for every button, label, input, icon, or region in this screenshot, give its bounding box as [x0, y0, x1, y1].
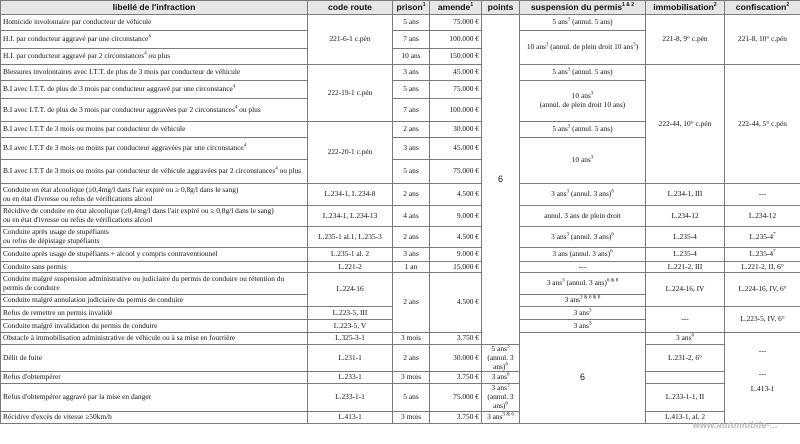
suspension-cell: 10 ans$^3$	[520, 138, 646, 184]
libelle-cell: Homicide involontaire par conducteur de véhicule	[1, 15, 308, 31]
prison-cell: 2 ans	[393, 184, 430, 206]
libelle-cell: Conduite malgré annulation judiciaire du permis de conduire	[1, 295, 308, 307]
prison-cell: 5 ans	[393, 384, 430, 411]
libelle-cell: Blessures involontaires avec I.T.T. de plus de 3 mois par conducteur de véhicule	[1, 65, 308, 81]
table-row	[1, 273, 800, 295]
libelle-cell: Délit de fuite	[1, 345, 308, 372]
suspension-cell: 3 ans$^6$	[646, 333, 725, 345]
header-points: points	[482, 1, 520, 15]
prison-cell: 2 ans	[393, 122, 430, 138]
immobilisation-cell: L.234-1, III	[646, 184, 725, 206]
prison-cell: 5 ans	[393, 15, 430, 31]
confiscation-cell: L.224-16, IV, 6°	[725, 273, 800, 307]
amende-cell: 3.750 €	[430, 333, 482, 345]
prison-cell: 1 an	[393, 262, 430, 273]
header-code-route: code route	[308, 1, 393, 15]
table-row	[1, 384, 800, 411]
table-row	[1, 262, 800, 273]
prison-cell: 2 ans	[393, 273, 430, 333]
code-cell: L.233-1-1	[308, 384, 393, 411]
libelle-cell: Récidive de conduite en état alcoolique (≥0,4mg/l dans l'air expiré ou ≥ 0,8g/l dans le sang) ou en état d'ivresse ou refus de vérifications alcool	[1, 206, 308, 227]
prison-cell: 3 mois	[393, 372, 430, 384]
libelle-cell: B.I avec I.T.T de 3 mois ou moins par conducteur de véhicule	[1, 122, 308, 138]
libelle-cell: B.I avec I.T.T de 3 mois ou moins par conducteur aggravées par une circonstance$^4$	[1, 138, 308, 160]
prison-cell: 3 ans	[393, 248, 430, 262]
immobilisation-cell: L.235-4	[646, 248, 725, 262]
libelle-cell: Récidive d'excès de vitesse ≥50km/h	[1, 411, 308, 423]
table-row	[1, 333, 800, 345]
prison-cell: 3 mois	[393, 333, 430, 345]
amende-cell: 75.000 €	[430, 160, 482, 184]
immobilisation-cell: L.235-4	[646, 227, 725, 248]
confiscation-cell: L.223-5, IV, 6°	[725, 307, 800, 333]
amende-cell: 9.000 €	[430, 248, 482, 262]
libelle-cell: Conduite malgré invalidation du permis de conduire	[1, 320, 308, 333]
prison-cell: 3 ans	[393, 138, 430, 160]
confiscation-cell: L.413-1, al. 2	[646, 411, 725, 423]
amende-cell: 100.000 €	[430, 99, 482, 122]
amende-cell: 75.000 €	[430, 15, 482, 31]
libelle-cell: H.I. par conducteur aggravé par une circonstance$^4$	[1, 31, 308, 49]
amende-cell: 75.000 €	[430, 384, 482, 411]
suspension-cell: 10 ans$^3$ (annul. de plein droit 10 ans)	[520, 81, 646, 122]
confiscation-cell: ---	[725, 184, 800, 206]
suspension-cell: 3 ans$^{3 \& 6 \& 8}$	[520, 295, 646, 307]
confiscation-cell: L.221-2, II, 6°	[725, 262, 800, 273]
confiscation-cell: $L.235-4^7$	[725, 248, 800, 262]
libelle-cell: B.I avec I.T.T de 3 mois ou moins par conducteur de véhicule aggravées par 2 circonstances$^4$ ou plus	[1, 160, 308, 184]
header-prison: prison$^1$	[393, 1, 430, 15]
libelle-cell: Refus de remettre un permis invalidé	[1, 307, 308, 320]
suspension-cell: 5 ans$^3$ (annul. 5 ans)	[520, 65, 646, 81]
suspension-cell: 3 ans$^3$ (annul. 3 ans)$^6$	[520, 184, 646, 206]
code-cell: L.234-1, L.234-8	[308, 184, 393, 206]
libelle-cell: Conduite après usage de stupéfiants + alcool y compris contraventionnel	[1, 248, 308, 262]
amende-cell: 15.000 €	[430, 262, 482, 273]
points-cell: 6	[520, 333, 646, 424]
suspension-cell: 3 ans$^6$	[482, 372, 520, 384]
amende-cell: 9.000 €	[430, 206, 482, 227]
code-cell: L.231-1	[308, 345, 393, 372]
libelle-cell: Obstacle à immobilisation administrative de véhicule ou à sa mise en fourrière	[1, 333, 308, 345]
header-immobilisation: immobilisation$^2$	[646, 1, 725, 15]
prison-cell: 2 ans	[393, 345, 430, 372]
immobilisation-cell: L.221-2, III	[646, 262, 725, 273]
table-row	[1, 65, 800, 81]
amende-cell: 3.750 €	[430, 411, 482, 423]
code-cell: 222-19-1 c.pén	[308, 65, 393, 122]
libelle-cell: Conduite malgré suspension administrative ou judiciaire du permis de conduire ou rétention du permis de conduire	[1, 273, 308, 295]
code-cell: L.221-2	[308, 262, 393, 273]
table-row	[1, 184, 800, 206]
confiscation-cell: $L.235-4^7$	[725, 227, 800, 248]
libelle-cell: B.I avec I.T.T. de plus de 3 mois par conducteur aggravées par 2 circonstances$^4$ ou plus	[1, 99, 308, 122]
prison-cell: 7 ans	[393, 99, 430, 122]
code-cell: L.235-1 al.1, L.235-3	[308, 227, 393, 248]
code-cell: L.413-1	[308, 411, 393, 423]
amende-cell: 30.000 €	[430, 122, 482, 138]
immobilisation-cell	[725, 333, 800, 424]
immob-refus: ---	[758, 368, 767, 378]
table-row	[1, 248, 800, 262]
prison-cell: 3 ans	[393, 65, 430, 81]
amende-cell: 30.000 €	[430, 345, 482, 372]
prison-cell: 5 ans	[393, 160, 430, 184]
prison-cell: 5 ans	[393, 81, 430, 99]
table-row	[1, 345, 800, 372]
code-cell: L.223-5, III	[308, 307, 393, 320]
libelle-cell: Conduite après usage de stupéfiants ou refus de dépistage stupéfiants	[1, 227, 308, 248]
table-row	[1, 411, 800, 423]
immobilisation-cell: 222-44, 10° c.pén	[646, 65, 725, 184]
suspension-cell: 3 ans$^3$ (annul. 3 ans)$^6$	[520, 227, 646, 248]
amende-cell: 3.750 €	[430, 372, 482, 384]
suspension-cell: 3 ans$^3$ (annul. 3 ans)$^{6 \& 8}$	[520, 273, 646, 295]
suspension-cell: 10 ans$^3$ (annul. de plein droit 10 ans$^5$)	[520, 31, 646, 65]
suspension-cell: 3 ans$^3$ (annul. 3 ans)$^6$	[482, 384, 520, 411]
header-suspension: suspension du permis$^{1 \& 2}$	[520, 1, 646, 15]
code-cell: 221-6-1 c.pén	[308, 15, 393, 65]
confiscation-cell: 221-8, 10° c.pén	[725, 15, 800, 65]
libelle-cell: Refus d'obtempérer	[1, 372, 308, 384]
immob-delit-fuite: ---	[758, 346, 767, 355]
table-row	[1, 227, 800, 248]
immob-recidive: L.413-1	[750, 383, 775, 393]
code-cell: L.234-1, L.234-13	[308, 206, 393, 227]
suspension-cell: ---	[520, 262, 646, 273]
prison-cell: 2 ans	[393, 227, 430, 248]
watermark: www.automobile-...	[692, 420, 778, 430]
header-libelle: libellé de l'infraction	[1, 1, 308, 15]
code-cell: L.224-16	[308, 273, 393, 307]
suspension-cell: 3 ans$^{3 \& 6}$	[482, 411, 520, 423]
code-cell: L.325-3-1	[308, 333, 393, 345]
confiscation-cell: L.234-12	[725, 206, 800, 227]
suspension-cell: 3 ans (annul. 3 ans)$^6$	[520, 248, 646, 262]
table-row	[1, 372, 800, 384]
immobilisation-cell: ---	[646, 307, 725, 333]
code-cell: 222-20-1 c.pén	[308, 122, 393, 184]
amende-cell: 100.000 €	[430, 31, 482, 49]
suspension-cell: 5 ans$^3$ (annul. 5 ans)	[520, 122, 646, 138]
prison-cell: 4 ans	[393, 206, 430, 227]
amende-cell: 150.000 €	[430, 49, 482, 65]
amende-cell: 4.500 €	[430, 184, 482, 206]
code-cell: L.235-1 al. 2	[308, 248, 393, 262]
libelle-cell: Conduite sans permis	[1, 262, 308, 273]
libelle-cell: Refus d'obtempérer aggravé par la mise en danger	[1, 384, 308, 411]
libelle-cell: B.I avec I.T.T. de plus de 3 mois par conducteur aggravé par une circonstance$^4$	[1, 81, 308, 99]
table-row	[1, 206, 800, 227]
prison-cell: 3 mois	[393, 411, 430, 423]
suspension-cell: annul. 3 ans de plein droit	[520, 206, 646, 227]
header-row	[1, 1, 800, 15]
amende-cell: 45.000 €	[430, 65, 482, 81]
header-confiscation: confiscation$^2$	[725, 1, 800, 15]
table-row	[1, 15, 800, 31]
suspension-cell: 3 ans$^3$	[520, 307, 646, 320]
code-cell: L.233-1	[308, 372, 393, 384]
suspension-cell: 5 ans$^3$ (annul. 3 ans)$^6$	[482, 345, 520, 372]
confiscation-cell: 222-44, 5° c.pén	[725, 65, 800, 184]
suspension-cell: 5 ans$^3$ (annul. 5 ans)	[520, 15, 646, 31]
amende-cell: 45.000 €	[430, 138, 482, 160]
libelle-cell: H.I. par conducteur aggravé par 2 circonstances$^4$ ou plus	[1, 49, 308, 65]
amende-cell: 4.500 €	[430, 227, 482, 248]
points-cell: 6	[482, 15, 520, 345]
confiscation-cell: L.231-2, 6°	[646, 345, 725, 372]
suspension-cell: 3 ans$^3$	[520, 320, 646, 333]
immobilisation-cell: 221-8, 9° c.pén	[646, 15, 725, 65]
confiscation-cell	[646, 372, 725, 384]
prison-cell: 10 ans	[393, 49, 430, 65]
prison-cell: 7 ans	[393, 31, 430, 49]
amende-cell: 4.500 €	[430, 273, 482, 333]
header-amende: amende$^1$	[430, 1, 482, 15]
immobilisation-cell: L.224-16, IV	[646, 273, 725, 307]
code-cell: L.223-5, V	[308, 320, 393, 333]
confiscation-cell: L.233-1-1, II	[646, 384, 725, 411]
immobilisation-cell: L.234-12	[646, 206, 725, 227]
amende-cell: 75.000 €	[430, 81, 482, 99]
libelle-cell: Conduite en état alcoolique (≥0,4mg/l dans l'air expiré ou ≥ 0,8g/l dans le sang) ou en état d'ivresse ou refus de vérifications alcool	[1, 184, 308, 206]
